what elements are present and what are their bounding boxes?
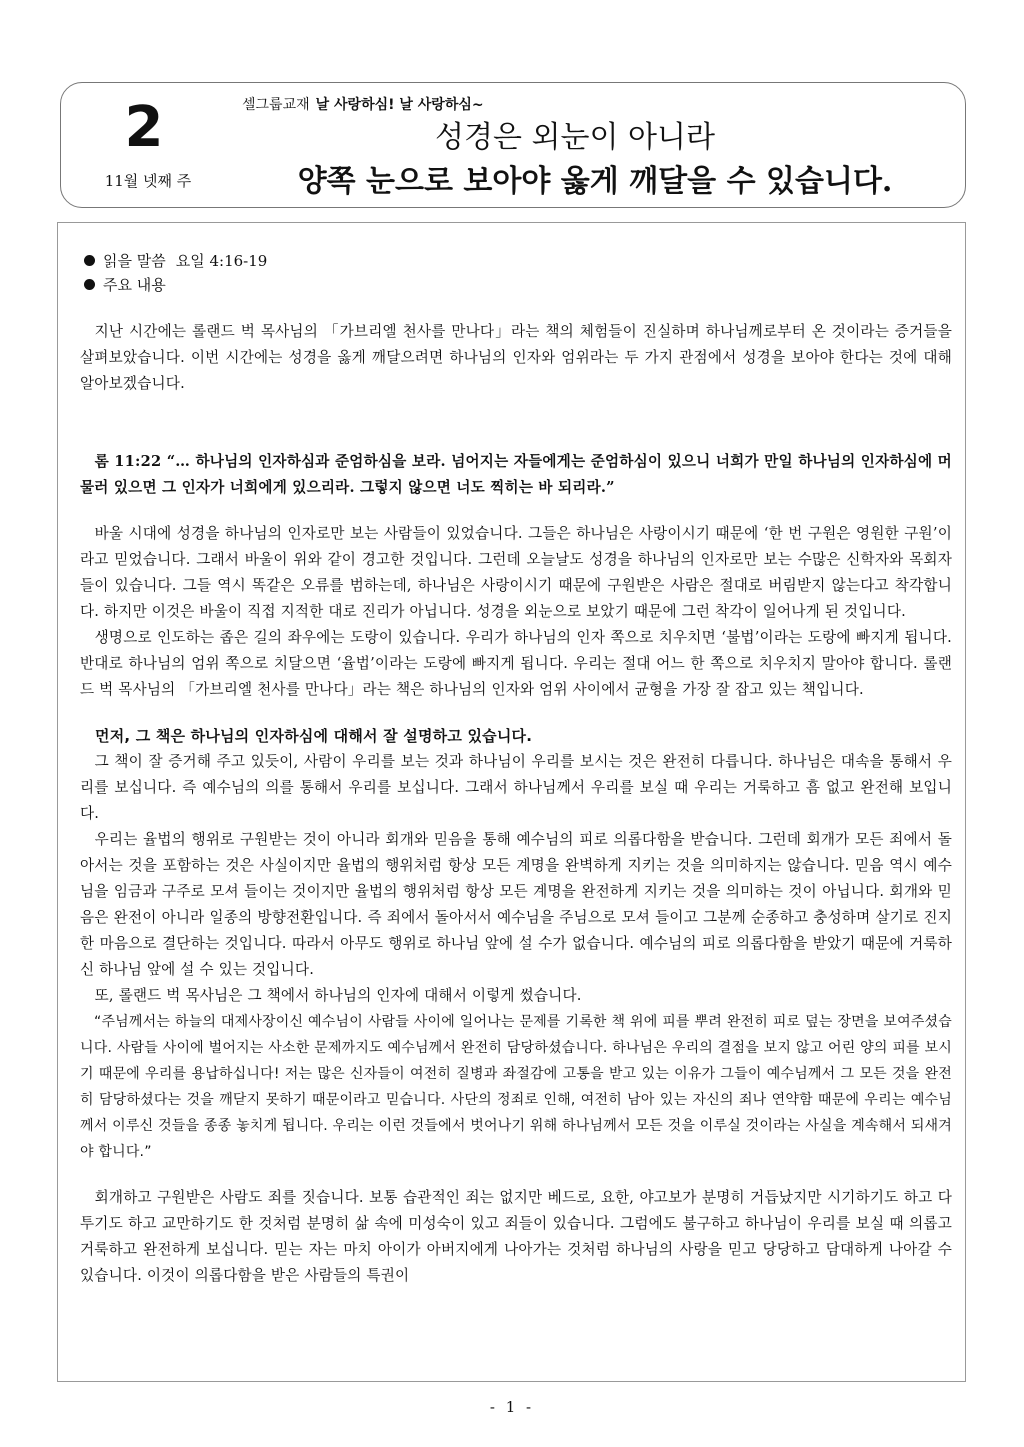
main-content-label: 주요 내용	[103, 276, 166, 294]
paragraph-3: 그 책이 잘 증거해 주고 있듯이, 사람이 우리를 보는 것과 하나님이 우리를 보시는 것은 완전히 다릅니다. 하나님은 대속을 통해서 우리를 보십니다. 즉 예수님의 의를 통해서 우리를 보십니다. 그래서 하나님께서 우리를 보실 때 우리는 거룩하고 흠 없고 완전해 보입니다.	[80, 753, 952, 822]
reading-reference: 요일 4:16-19	[175, 252, 268, 270]
lesson-number: 2	[124, 95, 164, 160]
verse-romans: 롬 11:22 “… 하나님의 인자하심과 준엄하심을 보라. 넘어지는 자들에게는 준엄하심이 있으니 너희가 만일 하나님의 인자하심에 머물러 있으면 그 인자가 너희에게 있으리라. 그렇지 않으면 너도 찍히는 바 되리라.”	[80, 453, 952, 496]
content-inner	[80, 223, 952, 1289]
page-title-line1: 성경은 외눈이 아니라	[435, 120, 715, 155]
paragraph-2: 생명으로 인도하는 좁은 길의 좌우에는 도랑이 있습니다. 우리가 하나님의 인자 쪽으로 치우치면 ‘불법’이라는 도랑에 빠지게 됩니다. 반대로 하나님의 엄위 쪽으로 치달으면 ‘율법’이라는 도랑에 빠지게 됩니다. 우리는 절대 어느 한 쪽으로 치우치지 말아야 합니다. 롤랜드 벅 목사님의 「가브리엘 천사를 만나다」라는 책은 하나님의 인자와 엄위 사이에서 균형을 가장 잘 잡고 있는 책입니다.	[80, 629, 952, 698]
paragraph-5: 또, 롤랜드 벅 목사님은 그 책에서 하나님의 인자에 대해서 이렇게 썼습니다.	[94, 987, 582, 1004]
paragraph-6: 회개하고 구원받은 사람도 죄를 짓습니다. 보통 습관적인 죄는 없지만 베드로, 요한, 야고보가 분명히 거듭났지만 시기하기도 하고 다투기도 하고 교만하기도 한 것처럼 분명히 삶 속에 미성숙이 있고 죄들이 있습니다. 그럼에도 불구하고 하나님이 우리를 보실 때 의롭고 거룩하고 완전하게 보십니다. 믿는 자는 마치 아이가 아버지에게 나아가는 것처럼 하나님의 사랑을 믿고 당당하고 담대하게 나아갈 수 있습니다. 이것이 의롭다함을 받은 사람들의 특권이	[80, 1189, 952, 1284]
reading-label: 읽을 말씀	[103, 252, 166, 270]
quote-block: “주님께서는 하늘의 대제사장이신 예수님이 사람들 사이에 일어나는 문제를 기록한 책 위에 피를 뿌려 완전히 피로 덮는 장면을 보여주셨습니다. 사람들 사이에 벌어지는 사소한 문제까지도 예수님께서 완전히 담당하셨습니다. 하나님은 우리의 결점을 보지 않고 어린 양의 피를 보시기 때문에 우리를 용납하십니다! 저는 많은 신자들이 여전히 질병과 좌절감에 고통을 받고 있는 이유가 그들이 예수님께서 그 모든 것을 완전히 담당하셨다는 것을 깨닫지 못하기 때문이라고 믿습니다. 사단의 정죄로 인해, 여전히 남아 있는 자신의 죄나 연약함 때문에 우리는 예수님께서 이루신 것들을 종종 놓치게 됩니다. 우리는 이런 것들에서 벗어나기 위해 하나님께서 모든 것을 이루실 것이라는 사실을 계속해서 되새겨야 합니다.”	[80, 1014, 952, 1160]
section-heading: 먼저, 그 책은 하나님의 인자하심에 대해서 잘 설명하고 있습니다.	[95, 727, 533, 745]
main-content-line	[84, 273, 952, 297]
paragraph-intro: 지난 시간에는 롤랜드 벅 목사님의 「가브리엘 천사를 만나다」라는 책의 체험들이 진실하며 하나님께로부터 온 것이라는 증거들을 살펴보았습니다. 이번 시간에는 성경을 옳게 깨달으려면 하나님의 인자와 엄위라는 두 가지 관점에서 성경을 보아야 한다는 것에 대해 알아보겠습니다.	[80, 323, 952, 392]
series-label: 셀그룹교재	[242, 97, 310, 113]
series-line	[242, 94, 484, 114]
series-title: 날 사랑하심! 날 사랑하심~	[315, 97, 484, 113]
week-label: 11월 넷째 주	[104, 172, 192, 190]
reading-line	[84, 249, 952, 273]
page-title-line2: 양쪽 눈으로 보아야 옳게 깨달을 수 있습니다.	[297, 164, 893, 199]
content-box	[57, 222, 966, 1382]
paragraph-1: 바울 시대에 성경을 하나님의 인자로만 보는 사람들이 있었습니다. 그들은 하나님은 사랑이시기 때문에 ‘한 번 구원은 영원한 구원’이라고 믿었습니다. 그래서 바울이 위와 같이 경고한 것입니다. 그런데 오늘날도 성경을 하나님의 인자로만 보는 수많은 신학자와 목회자들이 있습니다. 그들 역시 똑같은 오류를 범하는데, 하나님은 사랑이시기 때문에 구원받은 사람은 절대로 버림받지 않는다고 착각합니다. 하지만 이것은 바울이 직접 지적한 대로 진리가 아닙니다. 성경을 외눈으로 보았기 때문에 그런 착각이 일어나게 된 것입니다.	[80, 525, 952, 620]
paragraph-4: 우리는 율법의 행위로 구원받는 것이 아니라 회개와 믿음을 통해 예수님의 피로 의롭다함을 받습니다. 그런데 회개가 모든 죄에서 돌아서는 것을 포함하는 것은 사실이지만 율법의 행위처럼 항상 모든 계명을 완벽하게 지키는 것을 의미하지는 않습니다. 믿음 역시 예수님을 임금과 구주로 모셔 들이는 것이지만 율법의 행위처럼 항상 모든 계명을 완전하게 지키는 것을 의미하는 것이 아닙니다. 회개와 믿음은 완전이 아니라 일종의 방향전환입니다. 즉 죄에서 돌아서서 예수님을 주님으로 모셔 들이고 그분께 순종하고 충성하며 살기로 진지한 마음으로 결단하는 것입니다. 따라서 아무도 행위로 하나님 앞에 설 수가 없습니다. 예수님의 피로 의롭다함을 받았기 때문에 거룩하신 하나님 앞에 설 수 있는 것입니다.	[80, 831, 952, 978]
page-number: - 1 -	[489, 1398, 535, 1416]
bullet-icon	[84, 255, 95, 266]
bullet-icon	[84, 279, 95, 290]
